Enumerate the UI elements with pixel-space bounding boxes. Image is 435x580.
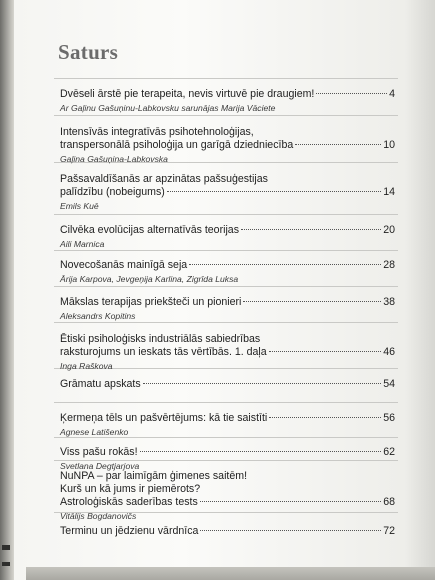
page-number: 54 bbox=[383, 378, 395, 390]
entry-title-row bbox=[60, 88, 395, 101]
leader-dots bbox=[243, 301, 381, 302]
entry-author: Ar Gaļinu Gašuņinu-Labkovsku sarunājas Marija Vāciete bbox=[60, 103, 276, 113]
page-number: 38 bbox=[383, 296, 395, 308]
entry-divider bbox=[54, 115, 398, 116]
toc-entry[interactable] bbox=[60, 378, 395, 391]
leader-dots bbox=[167, 191, 381, 192]
entry-divider bbox=[54, 402, 398, 403]
toc-entry[interactable] bbox=[60, 173, 395, 211]
entry-title-line: Astroloģiskās saderības tests bbox=[60, 496, 198, 508]
entry-title-row bbox=[60, 496, 395, 509]
adjacent-page-edge bbox=[0, 0, 14, 580]
entry-title-line: Grāmatu apskats bbox=[60, 378, 141, 390]
leader-dots bbox=[200, 530, 381, 531]
entry-title-line: Cilvēka evolūcijas alternatīvās teorijas bbox=[60, 224, 239, 236]
entry-author: Agnese Latišenko bbox=[60, 427, 129, 437]
page-title: Saturs bbox=[58, 40, 119, 64]
entry-divider bbox=[54, 250, 398, 251]
toc-entry[interactable] bbox=[60, 333, 395, 371]
entry-title-line: palīdzību (nobeigums) bbox=[60, 186, 165, 198]
entry-title-line: NuNPA – par laimīgām ģimenes saitēm! bbox=[60, 470, 248, 482]
toc-entry[interactable] bbox=[60, 296, 395, 321]
page-number: 56 bbox=[383, 412, 395, 424]
entry-title-row bbox=[60, 378, 395, 391]
toc-entry[interactable] bbox=[60, 126, 395, 164]
toc-entry[interactable] bbox=[60, 88, 395, 113]
entry-title-line: Terminu un jēdzienu vārdnīca bbox=[60, 525, 199, 537]
leader-dots bbox=[269, 417, 381, 418]
leader-dots bbox=[140, 451, 382, 452]
toc-entry[interactable] bbox=[60, 446, 395, 471]
page-curve-shadow bbox=[405, 0, 435, 580]
entry-author: Aili Marnica bbox=[60, 239, 105, 249]
entry-title-row bbox=[60, 296, 395, 309]
leader-dots bbox=[189, 264, 381, 265]
toc-entry[interactable] bbox=[60, 224, 395, 249]
entry-title-line: Pašsavaldīšanās ar apzinātas pašsuģestijas bbox=[60, 173, 268, 185]
entry-title-row bbox=[60, 446, 395, 459]
page-number: 46 bbox=[383, 346, 395, 358]
page-number: 20 bbox=[383, 224, 395, 236]
entry-title-line: Intensīvās integratīvās psihotehnoloģijas, bbox=[60, 126, 254, 138]
edge-mark bbox=[2, 545, 10, 550]
entry-divider bbox=[54, 214, 398, 215]
page-number: 14 bbox=[383, 186, 395, 198]
leader-dots bbox=[241, 229, 381, 230]
entry-title-row bbox=[60, 186, 395, 199]
page-number: 72 bbox=[383, 525, 395, 537]
entry-author: Gaļina Gašuņina-Labkovska bbox=[60, 154, 168, 164]
page-bottom-band bbox=[26, 567, 435, 580]
page-number: 28 bbox=[383, 259, 395, 271]
entry-title-row bbox=[60, 412, 395, 425]
entry-title-row bbox=[60, 224, 395, 237]
entry-author: Inga Raškova bbox=[60, 361, 113, 371]
page-number: 68 bbox=[383, 496, 395, 508]
page-number: 10 bbox=[383, 139, 395, 151]
entry-title-row bbox=[60, 346, 395, 359]
entry-title-line: Dvēseli ārstē pie terapeita, nevis virtuvē pie draugiem! bbox=[60, 88, 315, 100]
toc-entry[interactable] bbox=[60, 259, 395, 284]
entry-author: Emils Kuē bbox=[60, 201, 99, 211]
entry-divider bbox=[54, 78, 398, 79]
leader-dots bbox=[269, 351, 382, 352]
entry-author: Aleksandrs Kopitins bbox=[60, 311, 136, 321]
page-number: 4 bbox=[389, 88, 395, 100]
entry-title-line: Ētiski psiholoģisks industriālās sabiedrības bbox=[60, 333, 261, 345]
entry-divider bbox=[54, 322, 398, 323]
leader-dots bbox=[295, 144, 381, 145]
leader-dots bbox=[200, 501, 381, 502]
edge-mark bbox=[2, 562, 10, 566]
entry-title-line: Viss pašu rokās! bbox=[60, 446, 138, 458]
leader-dots bbox=[316, 93, 387, 94]
entry-title-line: Novecošanās mainīgā seja bbox=[60, 259, 188, 271]
page-number: 62 bbox=[383, 446, 395, 458]
entry-title-line: Ķermeņa tēls un pašvērtējums: kā tie saistīti bbox=[60, 412, 268, 424]
entry-divider bbox=[54, 286, 398, 287]
entry-title-row bbox=[60, 259, 395, 272]
entry-title-line: Kurš un kā jums ir piemērots? bbox=[60, 483, 201, 495]
leader-dots bbox=[143, 383, 382, 384]
toc-entry[interactable] bbox=[60, 525, 395, 538]
entry-title-line: Mākslas terapijas priekšteči un pionieri bbox=[60, 296, 242, 308]
entry-divider bbox=[54, 437, 398, 438]
entry-title-row bbox=[60, 139, 395, 152]
entry-title-row bbox=[60, 525, 395, 538]
entry-title-line: transpersonālā psiholoģija un garīgā dziedniecība bbox=[60, 139, 294, 151]
entry-title-line: raksturojums un ieskats tās vērtībās. 1. daļa bbox=[60, 346, 267, 358]
entry-author: Ārija Karpova, Jevgeņija Karlina, Zigrīda Luksa bbox=[60, 274, 239, 284]
toc-entry[interactable] bbox=[60, 412, 395, 437]
toc-entry[interactable] bbox=[60, 470, 395, 521]
entry-author: Vitālijs Bogdanovičs bbox=[60, 511, 137, 521]
entry-author: Svetlana Degtjarjova bbox=[60, 461, 140, 471]
